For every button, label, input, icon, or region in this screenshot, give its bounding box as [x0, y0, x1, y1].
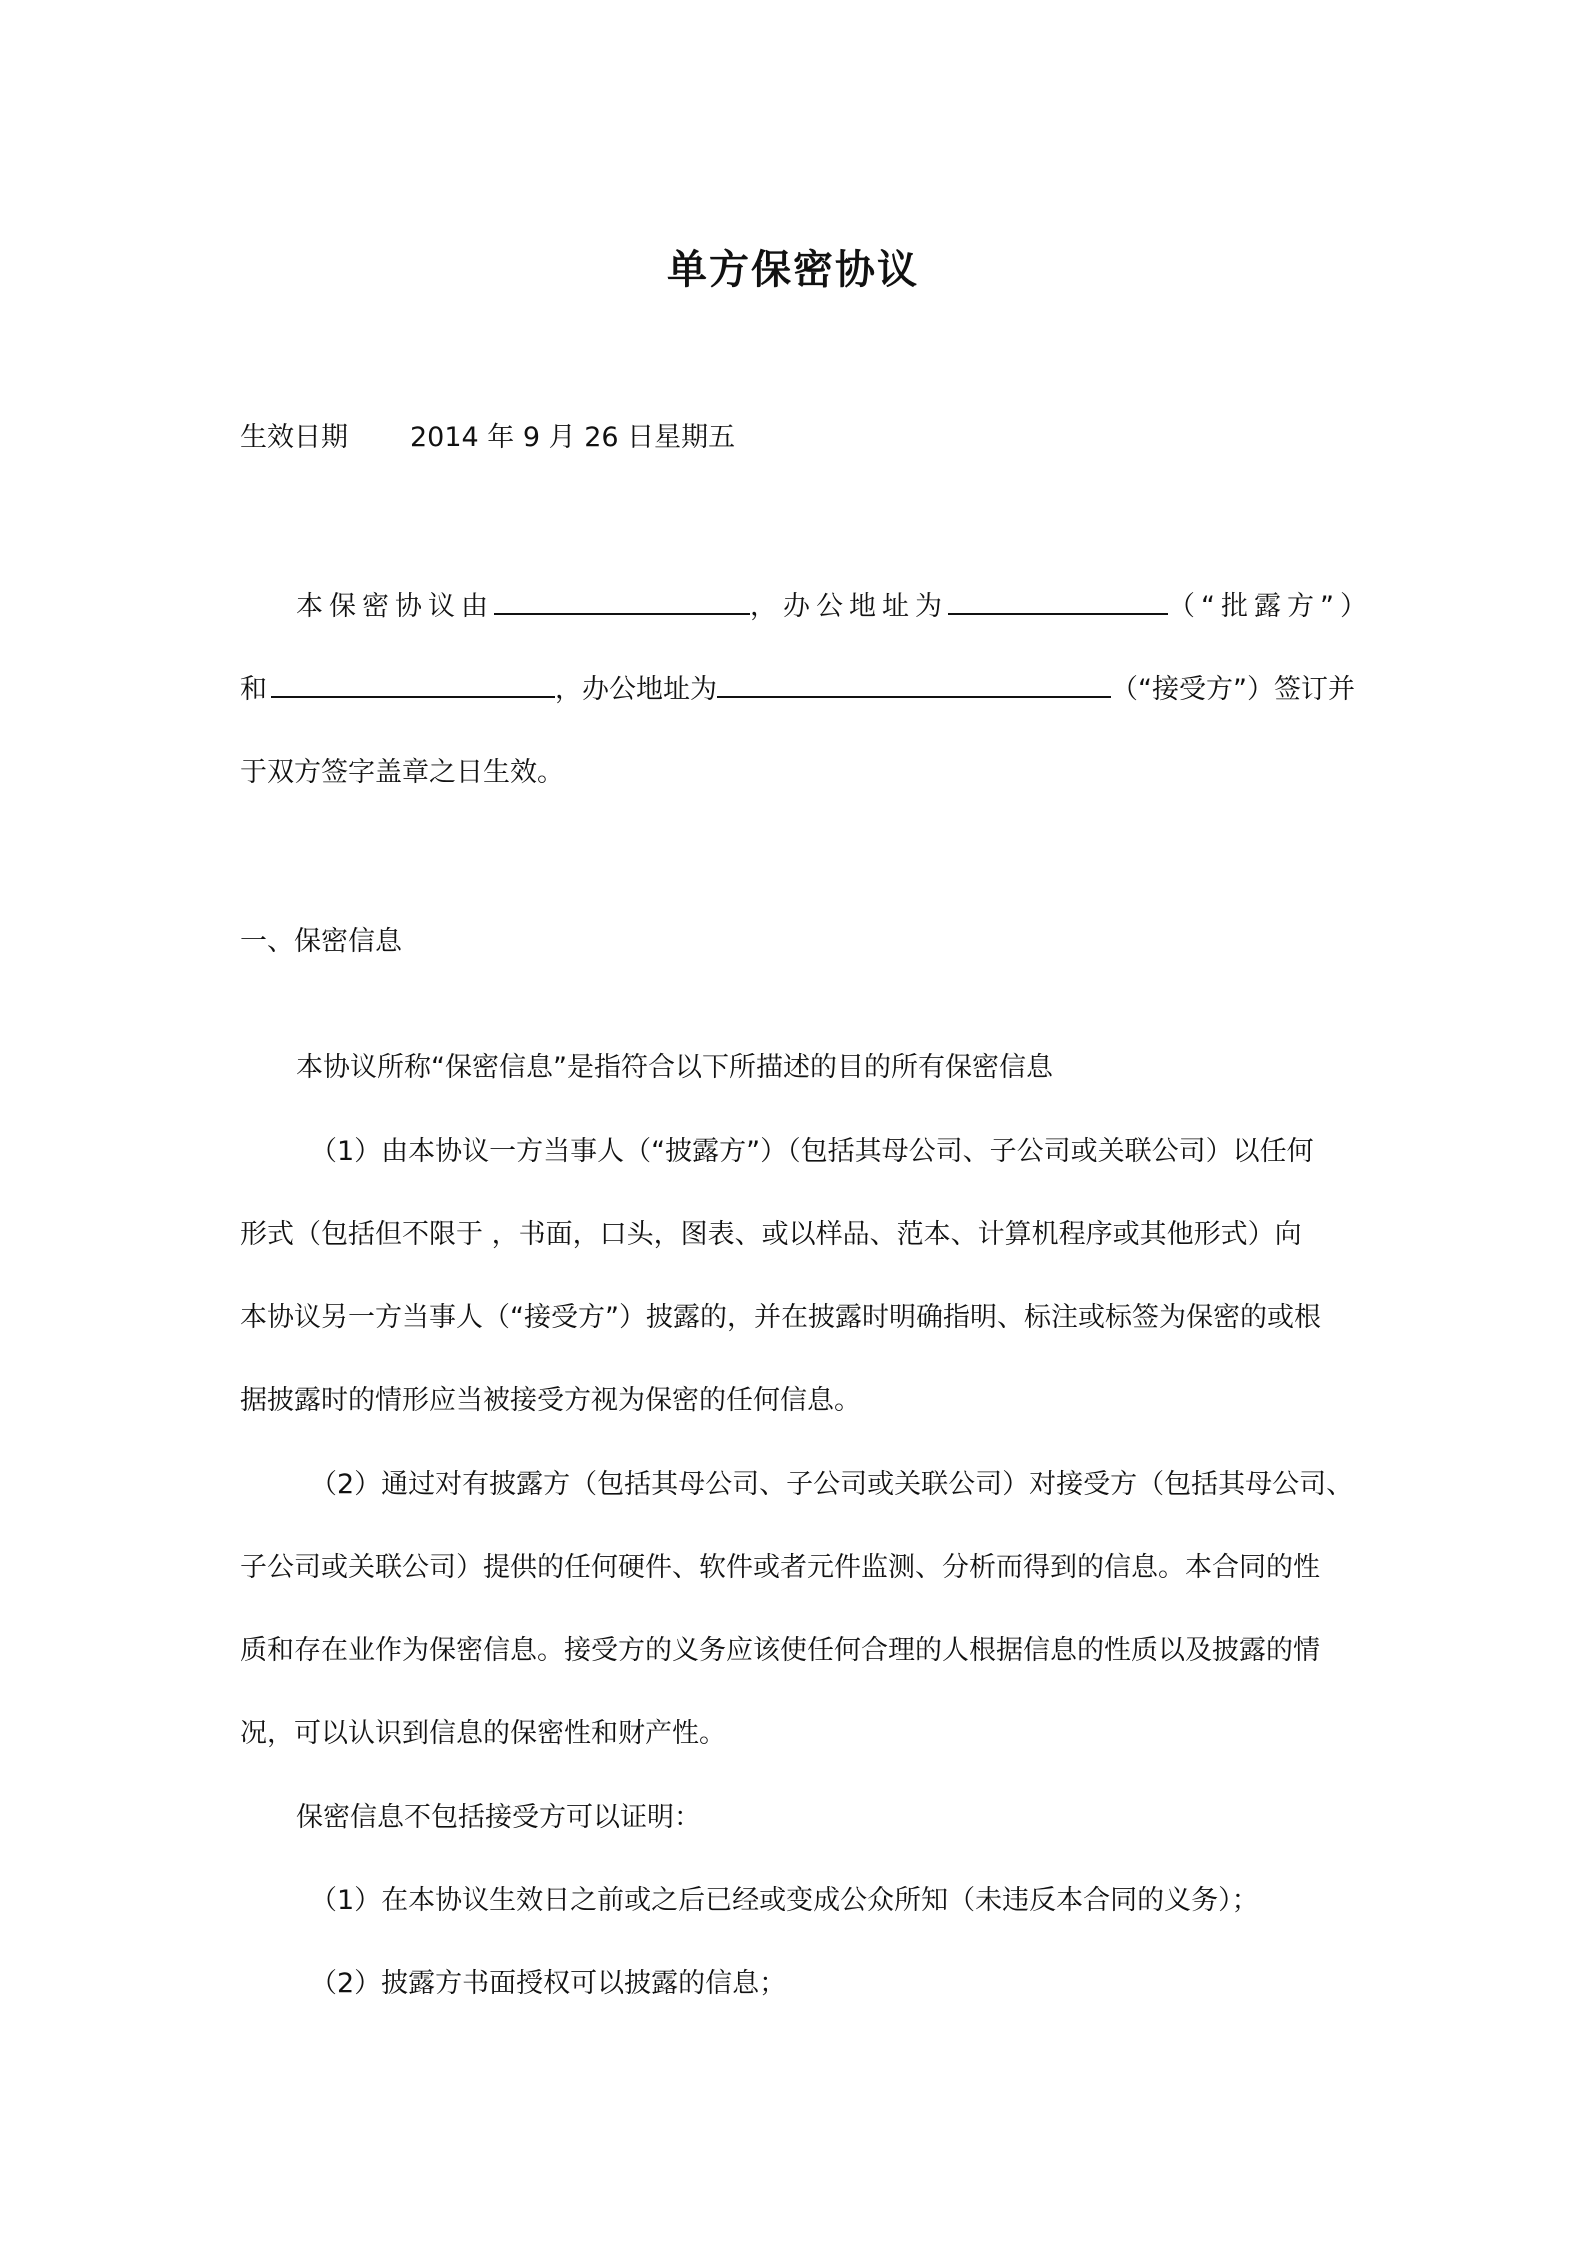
intro-address-text-2: ，办公地址为: [555, 674, 717, 705]
intro-line-2: [240, 670, 1355, 710]
disclosing-party-address-blank[interactable]: [948, 587, 1168, 615]
item1-line: 本协议另一方当事人（“接受方”）披露的，并在披露时明确指明、标注或标签为保密的或根: [240, 1302, 1321, 1333]
receiving-party-name-blank[interactable]: [271, 670, 555, 698]
exclusion-item: （1）在本协议生效日之前或之后已经或变成公众所知（未违反本合同的义务）；: [310, 1885, 1259, 1916]
intro-party-text: 本保密协议由: [296, 591, 494, 622]
item1-line: 据披露时的情形应当被接受方视为保密的任何信息。: [240, 1385, 861, 1416]
item2-line: 质和存在业作为保密信息。接受方的义务应该使任何合理的人根据信息的性质以及披露的情: [240, 1635, 1320, 1666]
section-paragraph: 本协议所称“保密信息”是指符合以下所描述的目的所有保密信息: [296, 1052, 1053, 1083]
item1-line: 形式（包括但不限于 ，书面，口头，图表、或以样品、范本、计算机程序或其他形式）向: [240, 1219, 1302, 1250]
item1-line: （1）由本协议一方当事人（“披露方”）（包括其母公司、子公司或关联公司）以任何: [310, 1136, 1314, 1167]
disclosing-party-term: （“批露方”）: [1168, 591, 1373, 622]
item2-line: 子公司或关联公司）提供的任何硬件、软件或者元件监测、分析而得到的信息。本合同的性: [240, 1552, 1320, 1583]
receiving-party-address-blank[interactable]: [717, 670, 1111, 698]
effective-date-row: [240, 418, 735, 458]
item2-line: 况，可以认识到信息的保密性和财产性。: [240, 1718, 726, 1749]
intro-line-1: [296, 587, 1373, 627]
disclosing-party-name-blank[interactable]: [494, 587, 750, 615]
item2-line: （2）通过对有披露方（包括其母公司、子公司或关联公司）对接受方（包括其母公司、: [310, 1469, 1354, 1500]
exclusion-item: （2）披露方书面授权可以披露的信息；: [310, 1968, 787, 1999]
document-title: 单方保密协议: [667, 247, 919, 293]
exclusion-intro: 保密信息不包括接受方可以证明：: [296, 1802, 701, 1833]
effective-date-value: 2014 年 9 月 26 日星期五: [410, 422, 736, 453]
intro-line-3: 于双方签字盖章之日生效。: [240, 757, 564, 788]
effective-date-label: 生效日期: [240, 422, 348, 453]
intro-and-text: 和: [240, 674, 267, 705]
section-heading: 一、保密信息: [240, 926, 402, 957]
receiving-party-term: （“接受方”）签订并: [1111, 674, 1355, 705]
intro-address-text: ，办公地址为: [750, 591, 948, 622]
